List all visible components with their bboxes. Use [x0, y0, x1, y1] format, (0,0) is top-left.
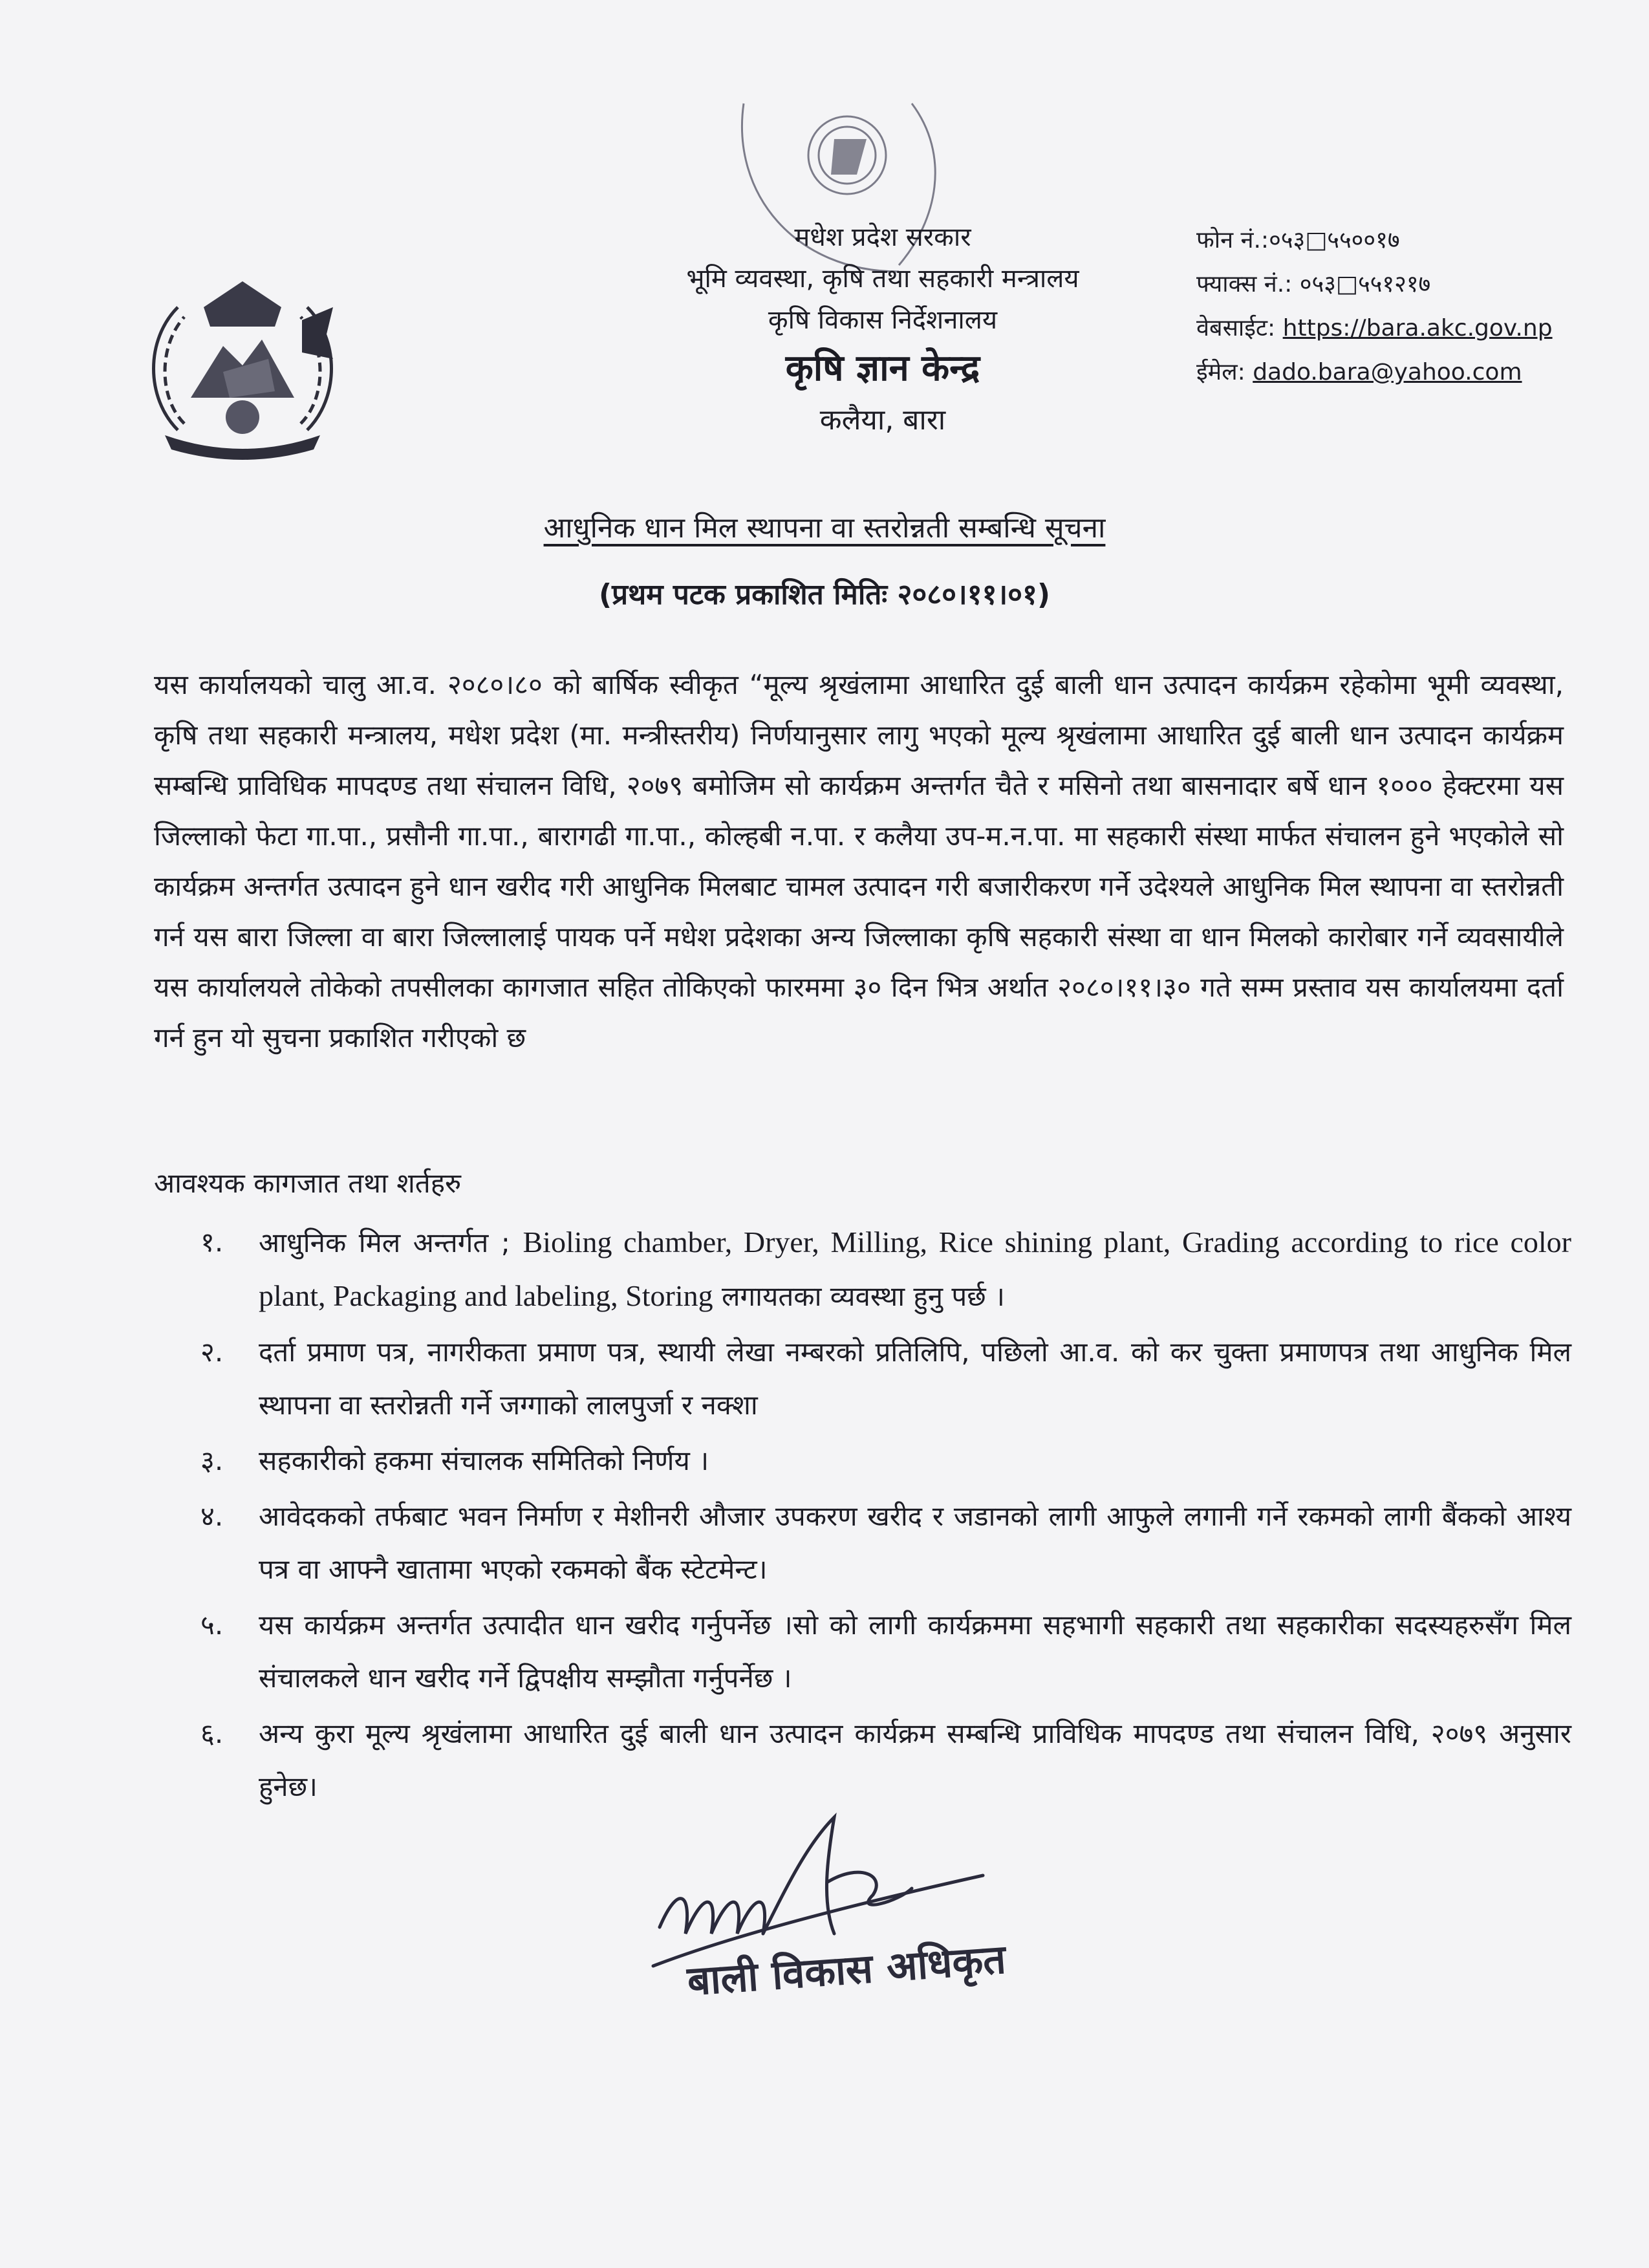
website-row: [1196, 307, 1623, 351]
item-text-pre: आधुनिक मिल अन्तर्गत ;: [259, 1227, 523, 1258]
email-label: ईमेल:: [1196, 359, 1245, 385]
item-text: [259, 1216, 1571, 1323]
list-item: [200, 1599, 1571, 1705]
item-number: ५.: [200, 1609, 224, 1641]
notice-title-text: आधुनिक धान मिल स्थापना वा स्तरोन्नती सम्बन्धि सूचना: [543, 512, 1106, 545]
item-number: २.: [200, 1336, 224, 1368]
fax-label: फ्याक्स नं.:: [1196, 271, 1293, 297]
item-number: ४.: [200, 1500, 224, 1532]
phone-label: फोन नं.:: [1196, 227, 1269, 254]
item-text-english: Bioling chamber, Dryer, Milling, Rice shining plant, Grading according to rice color plant, Packaging and labeling, Storing: [259, 1226, 1571, 1312]
item-number: ६.: [200, 1718, 224, 1749]
office-header: [543, 217, 1222, 444]
list-item: [200, 1216, 1571, 1323]
item-number: ३.: [200, 1445, 224, 1476]
list-item: [200, 1326, 1571, 1432]
list-item: [200, 1434, 1571, 1487]
center-name: कृषि ज्ञान केन्द्र: [785, 347, 980, 389]
email-row: [1196, 351, 1623, 394]
website-label: वेबसाईट:: [1196, 315, 1276, 341]
nepal-emblem-icon: [139, 268, 346, 462]
signatory-title: बाली विकास अधिकृत: [685, 1935, 1008, 2005]
requirements-list: [200, 1216, 1571, 1816]
website-link[interactable]: https://bara.akc.gov.np: [1282, 315, 1553, 341]
notice-title: [0, 506, 1649, 551]
item-number: १.: [200, 1226, 224, 1258]
fax-value: ०५३□५५१२१७: [1299, 271, 1431, 297]
notice-subtitle: (प्रथम पटक प्रकाशित मितिः २०८०।११।०१): [599, 578, 1050, 611]
ministry-name: भूमि व्यवस्था, कृषि तथा सहकारी मन्त्रालय: [686, 264, 1079, 294]
phone-value: ०५३□५५००१७: [1269, 227, 1400, 254]
fax-row: [1196, 263, 1623, 307]
directorate-name: कृषि विकास निर्देशनालय: [768, 305, 998, 335]
list-item: [200, 1707, 1571, 1813]
notice-body: यस कार्यालयको चालु आ.व. २०८०।८० को बार्षिक स्वीकृत “मूल्य श्रृखंलामा आधारित दुई बाली धान उत्पादन कार्यक्रम रहेकोमा भूमी व्यवस्था, कृषि तथा सहकारी मन्त्रालय, मधेश प्रदेश (मा. मन्त्रीस्तरीय) निर्णयानुसार लागु भएको मूल्य श्रृखंलामा आधारित दुई बाली धान उत्पादन कार्यक्रम सम्बन्धि प्राविधिक मापदण्ड तथा संचालन विधि, २०७९ बमोजिम सो कार्यक्रम अन्तर्गत चैते र मसिनो तथा बासनादार बर्षे धान १००० हेक्टरमा यस जिल्लाको फेटा गा.पा., प्रसौनी गा.पा., बारागढी गा.पा., कोल्हबी न.पा. र कलैया उप-म.न.पा. मा सहकारी संस्था मार्फत संचालन हुने भएकोले सो कार्यक्रम अन्तर्गत उत्पादन हुने धान खरीद गरी आधुनिक मिलबाट चामल उत्पादन गरी बजारीकरण गर्ने उदेश्यले आधुनिक मिल स्थापना वा स्तरोन्नती गर्न यस बारा जिल्ला वा बारा जिल्लालाई पायक पर्ने मधेश प्रदेशका अन्य जिल्लाका कृषि सहकारी संस्था वा धान मिलको कारोबार गर्ने व्यवसायीले यस कार्यालयले तोकेको तपसीलका कागजात सहित तोकिएको फारममा ३० दिन भित्र अर्थात २०८०।११।३० गते सम्म प्रस्ताव यस कार्यालयमा दर्ता गर्न हुन यो सुचना प्रकाशित गरीएको छ: [154, 669, 1564, 1053]
item-text: आवेदकको तर्फबाट भवन निर्माण र मेशीनरी औजार उपकरण खरीद र जडानको लागी आफुले लगानी गर्ने रकमको लागी बैंकको आश्य पत्र वा आफ्नै खातामा भएको रकमको बैंक स्टेटमेन्ट।: [259, 1500, 1571, 1585]
item-text: दर्ता प्रमाण पत्र, नागरीकता प्रमाण पत्र, स्थायी लेखा नम्बरको प्रतिलिपि, पछिलो आ.व. को कर चुक्ता प्रमाणपत्र तथा आधुनिक मिल स्थापना वा स्तरोन्नती गर्ने जग्गाको लालपुर्जा र नक्शा: [259, 1336, 1571, 1421]
item-text-post: लगायतका व्यवस्था हुनु पर्छ ।: [713, 1280, 1005, 1312]
item-text: सहकारीको हकमा संचालक समितिको निर्णय ।: [259, 1445, 709, 1476]
office-address: कलैया, बारा: [819, 404, 946, 437]
phone-row: [1196, 219, 1623, 263]
email-link[interactable]: dado.bara@yahoo.com: [1253, 359, 1522, 385]
item-text: यस कार्यक्रम अन्तर्गत उत्पादीत धान खरीद गर्नुपर्नेछ ।सो को लागी कार्यक्रममा सहभागी सहकारी तथा सहकारीका सदस्यहरुसँग मिल संचालकले धान खरीद गर्ने द्विपक्षीय सम्झौता गर्नुपर्नेछ ।: [259, 1609, 1571, 1694]
contact-block: [1196, 219, 1623, 394]
item-text: अन्य कुरा मूल्य श्रृखंलामा आधारित दुई बाली धान उत्पादन कार्यक्रम सम्बन्धि प्राविधिक मापदण्ड तथा संचालन विधि, २०७९ अनुसार हुनेछ।: [259, 1718, 1571, 1802]
requirements-heading: आवश्यक कागजात तथा शर्तहरु: [154, 1167, 462, 1199]
government-name: मधेश प्रदेश सरकार: [794, 222, 971, 252]
list-item: [200, 1490, 1571, 1596]
